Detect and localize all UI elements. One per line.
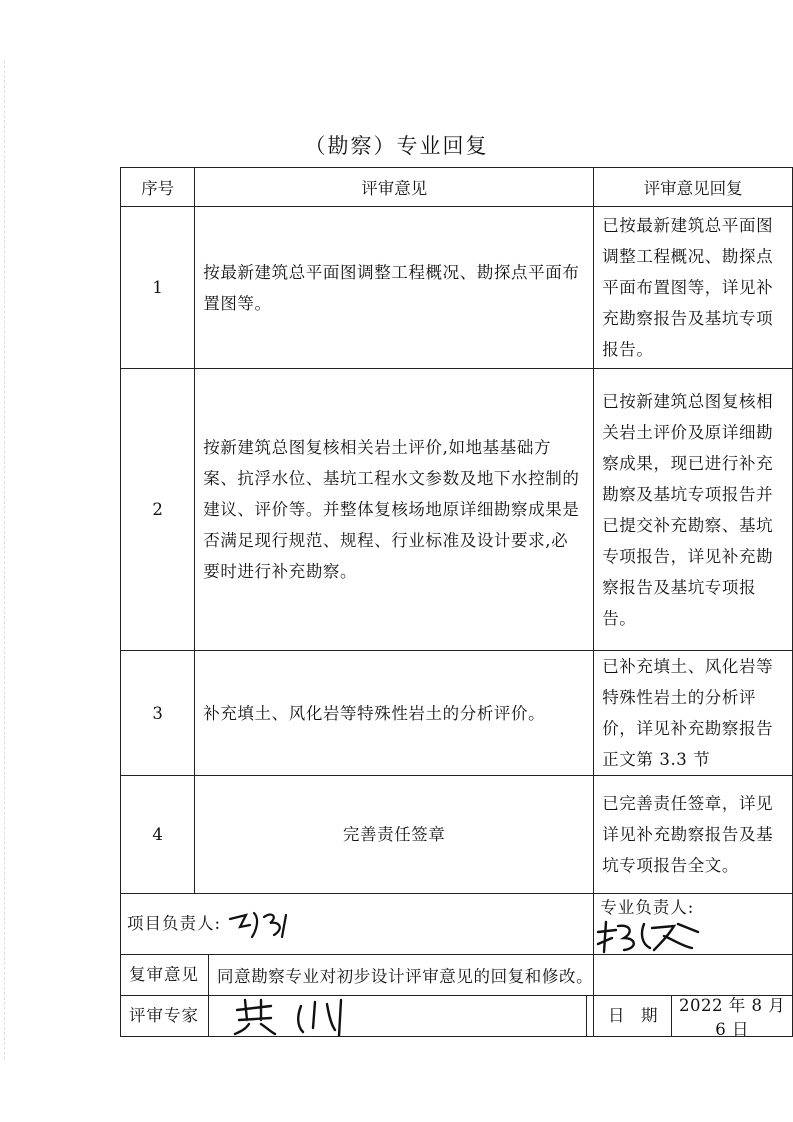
review-opinion-label: 复审意见: [121, 955, 209, 995]
expert-row: [121, 996, 793, 1037]
comment-text: 补充填土、风化岩等特殊性岩土的分析评价。: [203, 703, 546, 723]
row-comment: [195, 651, 594, 776]
discipline-lead-label: 专业负责人:: [600, 898, 695, 917]
comment-text: 按新建筑总图复核相关岩土评价,如地基基础方案、抗浮水位、基坑工程水文参数及地下水控制的建议、评价等。并整体复核场地原详细勘察成果是否满足现行规范、规程、行业标准及设计要求,必要时进行补充勘察。: [203, 438, 580, 581]
row-reply: [594, 776, 793, 894]
table-row: [121, 369, 793, 651]
project-lead-cell: [121, 894, 594, 955]
signature-row: [121, 894, 793, 955]
table-header-row: [121, 168, 793, 207]
review-opinion-text: 同意勘察专业对初步设计评审意见的回复和修改。: [217, 967, 594, 986]
review-opinion-overflow: [594, 955, 793, 996]
header-comment: 评审意见: [195, 168, 594, 207]
row-index: 1: [121, 207, 195, 369]
discipline-lead-cell: [594, 894, 793, 955]
project-lead-signature-icon: [226, 907, 316, 941]
reply-text: 已按新建筑总图复核相关岩土评价及原详细勘察成果，现已进行补充勘察及基坑专项报告并已提交补充勘察、基坑专项报告，详见补充勘察报告及基坑专项报告。: [602, 391, 774, 628]
row-reply: [594, 651, 793, 776]
review-opinion-cell: [121, 955, 594, 996]
table-row: [121, 776, 793, 894]
date-value: 2022 年 8 月 6 日: [678, 996, 786, 1039]
date-cell: [594, 996, 793, 1037]
row-reply: [594, 207, 793, 369]
row-comment: [195, 207, 594, 369]
expert-label: 评审专家: [121, 996, 209, 1036]
row-reply: [594, 369, 793, 651]
reply-text: 已按最新建筑总平面图调整工程概况、勘探点平面布置图等，详见补充勘察报告及基坑专项报告。: [602, 216, 774, 359]
table-row: [121, 651, 793, 776]
page-title: （勘察）专业回复: [304, 134, 489, 158]
header-reply: 评审意见回复: [594, 168, 793, 207]
expert-cell: [121, 996, 594, 1037]
reply-text: 已补充填土、风化岩等特殊性岩土的分析评价，详见补充勘察报告正文第 3.3 节: [602, 657, 774, 769]
review-table: [120, 167, 793, 1037]
row-index: 2: [121, 369, 195, 651]
scan-margin-marks: [4, 60, 7, 1060]
row-index: 3: [121, 651, 195, 776]
row-comment: [195, 369, 594, 651]
comment-text: 完善责任签章: [342, 825, 446, 844]
expert-signature-icon: [231, 996, 371, 1036]
reply-text: 已完善责任签章，详见详见补充勘察报告及基坑专项报告全文。: [602, 794, 774, 875]
row-index: 4: [121, 776, 195, 894]
discipline-lead-signature-icon: [594, 918, 706, 954]
review-opinion-row: [121, 955, 793, 996]
row-comment: [195, 776, 594, 894]
date-label: 日 期: [594, 996, 672, 1036]
expert-date-divider: [586, 996, 587, 1036]
header-index: 序号: [121, 168, 195, 207]
comment-text: 按最新建筑总平面图调整工程概况、勘探点平面布置图等。: [203, 262, 580, 313]
project-lead-label: 项目负责人:: [127, 913, 222, 933]
table-row: [121, 207, 793, 369]
